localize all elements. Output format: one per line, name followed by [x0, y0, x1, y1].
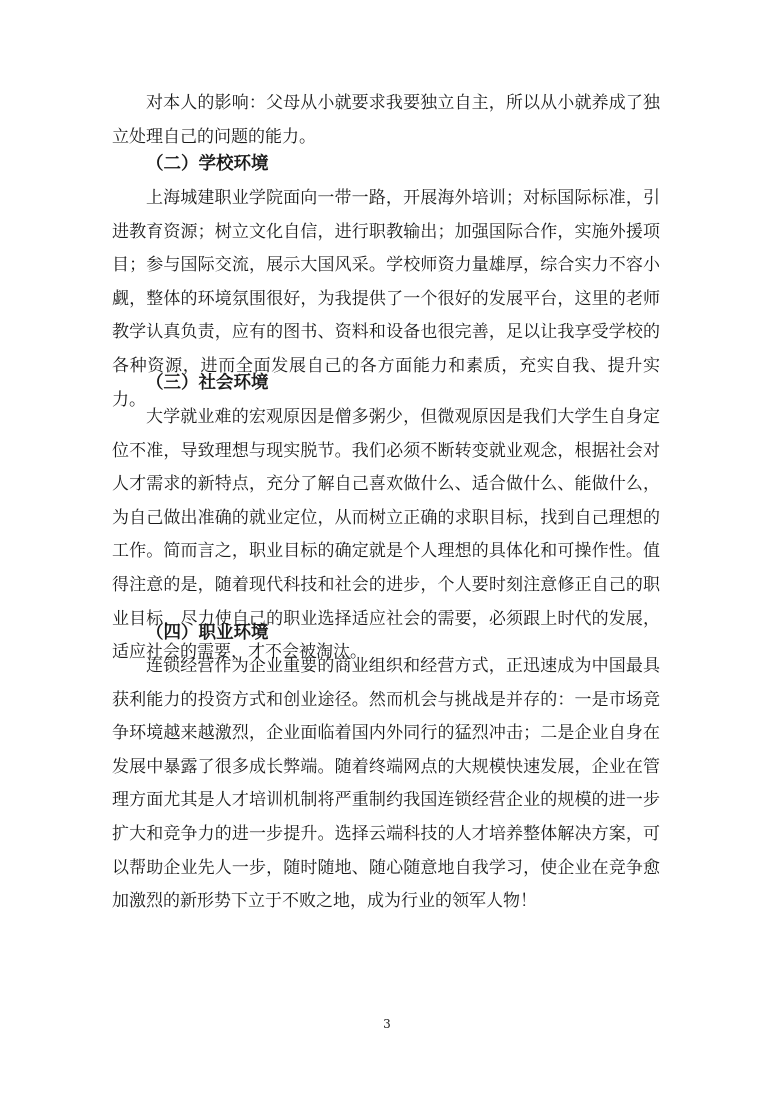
page-number: 3 [383, 1017, 391, 1031]
paragraph-career-environment [112, 650, 660, 919]
paragraph-family-influence [112, 87, 660, 154]
paragraph-text: 大学就业难的宏观原因是僧多粥少，但微观原因是我们大学生自身定位不准，导致理想与现实脱节。我们必须不断转变就业观念，根据社会对人才需求的新特点，充分了解自己喜欢做什么、适合做什么、能做什么，为自己做出准确的就业定位，从而树立正确的求职目标，找到自己理想的工作。简而言之，职业目标的确定就是个人理想的具体化和可操作性。值得注意的是，随着现代科技和社会的进步，个人要时刻注意修正自己的职业目标，尽力使自己的职业选择适应社会的需要，必须跟上时代的发展，适应社会的需要，才不会被淘汰。 [112, 407, 660, 663]
heading-school-environment: （二）学校环境 [146, 154, 269, 174]
heading-career-environment: （四）职业环境 [146, 623, 269, 643]
paragraph-text: 上海城建职业学院面向一带一路，开展海外培训；对标国际标准，引进教育资源；树立文化自信，进行职教输出；加强国际合作，实施外援项目；参与国际交流，展示大国风采。学校师资力量雄厚，综合实力不容小觑，整体的环境氛围很好，为我提供了一个很好的发展平台，这里的老师教学认真负责，应有的图书、资料和设备也很完善，足以让我享受学校的各种资源，进而全面发展自己的各方面能力和素质，充实自我、提升实力。 [112, 188, 660, 410]
paragraph-text: 连锁经营作为企业重要的商业组织和经营方式，正迅速成为中国最具获利能力的投资方式和创业途径。然而机会与挑战是并存的：一是市场竞争环境越来越激烈，企业面临着国内外同行的猛烈冲击；二是企业自身在发展中暴露了很多成长弊端。随着终端网点的大规模快速发展，企业在管理方面尤其是人才培训机制将严重制约我国连锁经营企业的规模的进一步扩大和竞争力的进一步提升。选择云端科技的人才培养整体解决方案，可以帮助企业先人一步，随时随地、随心随意地自我学习，使企业在竞争愈加激烈的新形势下立于不败之地，成为行业的领军人物！ [112, 656, 660, 912]
paragraph-text: 对本人的影响：父母从小就要求我要独立自主，所以从小就养成了独立处理自己的问题的能力。 [112, 93, 660, 147]
heading-social-environment: （三）社会环境 [146, 373, 269, 393]
